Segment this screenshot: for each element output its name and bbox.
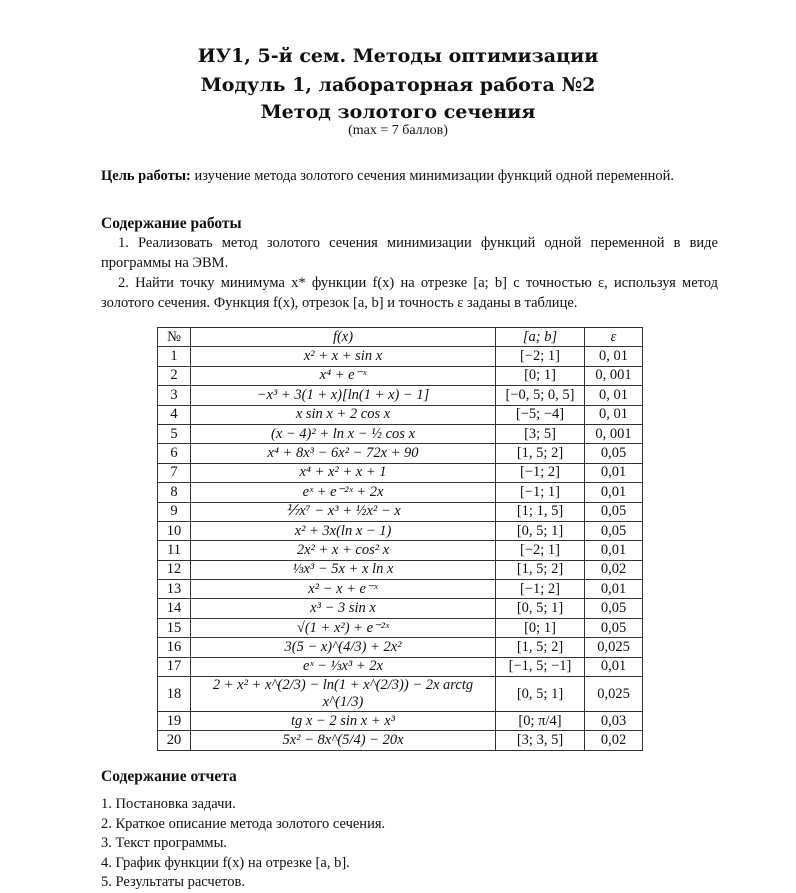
row-number: 2 [158,366,191,385]
row-function: x⁴ + 8x³ − 6x² − 72x + 90 [191,444,496,463]
row-epsilon: 0,05 [585,618,643,637]
goal-label: Цель работы: [101,168,191,184]
row-number: 19 [158,712,191,731]
row-function: eˣ + e⁻²ˣ + 2x [191,483,496,502]
row-number: 20 [158,731,191,750]
row-interval: [0, 5; 1] [496,599,585,618]
row-epsilon: 0, 001 [585,366,643,385]
row-function: x sin x + 2 cos x [191,405,496,424]
row-function: 5x² − 8x^(5/4) − 20x [191,731,496,750]
row-epsilon: 0, 01 [585,347,643,366]
row-epsilon: 0, 01 [585,405,643,424]
row-epsilon: 0,05 [585,444,643,463]
row-function: tg x − 2 sin x + x³ [191,712,496,731]
row-function: −x³ + 3(1 + x)[ln(1 + x) − 1] [191,386,496,405]
row-interval: [−5; −4] [496,405,585,424]
row-epsilon: 0,01 [585,483,643,502]
col-interval: [a; b] [496,328,585,347]
row-number: 3 [158,386,191,405]
col-function: f(x) [191,328,496,347]
row-epsilon: 0,05 [585,521,643,540]
table-row [158,541,643,560]
row-number: 11 [158,541,191,560]
row-function: x² − x + e⁻ˣ [191,580,496,599]
content-item-2: 2. Найти точку минимума x* функции f(x) на отрезке [a; b] с точностью ε, используя метод золотого сечения. Функция f(x), отрезок [a, b] и точность ε заданы в таблице. [101,275,718,311]
row-interval: [−1; 1] [496,483,585,502]
row-epsilon: 0, 001 [585,424,643,443]
table-row [158,677,643,712]
report-heading: Содержание отчета [101,768,237,785]
row-number: 14 [158,599,191,618]
table-row [158,638,643,657]
row-number: 1 [158,347,191,366]
table-row [158,521,643,540]
row-interval: [−2; 1] [496,541,585,560]
report-item: 2. Краткое описание метода золотого сечения. [101,815,386,832]
table-row [158,599,643,618]
row-number: 7 [158,463,191,482]
table-row [158,580,643,599]
goal-text: изучение метода золотого сечения минимизации функций одной переменной. [190,168,675,184]
row-function: x⁴ + e⁻ˣ [191,366,496,385]
table-row [158,502,643,521]
row-epsilon: 0,025 [585,677,643,712]
row-epsilon: 0,025 [585,638,643,657]
table-row [158,366,643,385]
row-interval: [−1; 2] [496,463,585,482]
max-score: (max = 7 баллов) [348,123,448,138]
row-number: 18 [158,677,191,712]
row-interval: [−1, 5; −1] [496,657,585,676]
table-row [158,560,643,579]
row-number: 9 [158,502,191,521]
lab-title: Модуль 1, лабораторная работа №2 [200,74,596,96]
row-interval: [0, 5; 1] [496,677,585,712]
row-function: 3(5 − x)^(4/3) + 2x² [191,638,496,657]
row-function: x³ − 3 sin x [191,599,496,618]
row-interval: [1, 5; 2] [496,560,585,579]
row-function: eˣ − ⅓x³ + 2x [191,657,496,676]
row-epsilon: 0,01 [585,541,643,560]
row-number: 8 [158,483,191,502]
row-interval: [3; 3, 5] [496,731,585,750]
row-number: 6 [158,444,191,463]
row-function: √(1 + x²) + e⁻²ˣ [191,618,496,637]
row-interval: [−0, 5; 0, 5] [496,386,585,405]
col-epsilon: ε [585,328,643,347]
goal-paragraph [101,166,718,186]
report-item: 3. Текст программы. [101,835,227,851]
row-number: 5 [158,424,191,443]
row-epsilon: 0,01 [585,657,643,676]
row-function: x⁴ + x² + x + 1 [191,463,496,482]
row-epsilon: 0,01 [585,580,643,599]
row-interval: [0; 1] [496,618,585,637]
variants-table [157,327,643,751]
row-function: x² + 3x(ln x − 1) [191,521,496,540]
row-interval: [−2; 1] [496,347,585,366]
row-number: 15 [158,618,191,637]
content-item-1: 1. Реализовать метод золотого сечения минимизации функций одной переменной в виде программы на ЭВМ. [101,235,718,271]
table-row [158,444,643,463]
row-interval: [−1; 2] [496,580,585,599]
row-function: x² + x + sin x [191,347,496,366]
course-title: ИУ1, 5-й сем. Методы оптимизации [197,45,599,67]
table-row [158,424,643,443]
row-interval: [0, 5; 1] [496,521,585,540]
row-interval: [1; 1, 5] [496,502,585,521]
table-row [158,405,643,424]
row-number: 10 [158,521,191,540]
row-number: 17 [158,657,191,676]
method-title: Метод золотого сечения [260,101,536,123]
row-function: 2 + x² + x^(2/3) − ln(1 + x^(2/3)) − 2x arctg x^(1/3) [191,677,496,712]
content-heading: Содержание работы [101,215,242,232]
row-epsilon: 0, 01 [585,386,643,405]
table-row [158,657,643,676]
table-row [158,483,643,502]
table-row [158,347,643,366]
row-number: 4 [158,405,191,424]
row-interval: [1, 5; 2] [496,444,585,463]
report-item: 4. График функции f(x) на отрезке [a, b]. [101,854,350,871]
row-number: 12 [158,560,191,579]
table-row [158,386,643,405]
table-row [158,712,643,731]
row-interval: [0; π/4] [496,712,585,731]
row-epsilon: 0,02 [585,731,643,750]
table-header-row [158,328,643,347]
row-interval: [3; 5] [496,424,585,443]
row-number: 13 [158,580,191,599]
table-row [158,731,643,750]
table-row [158,463,643,482]
report-item: 1. Постановка задачи. [101,796,236,812]
row-function: 2x² + x + cos² x [191,541,496,560]
row-function: (x − 4)² + ln x − ½ cos x [191,424,496,443]
row-epsilon: 0,01 [585,463,643,482]
row-function: ⅓x³ − 5x + x ln x [191,560,496,579]
row-epsilon: 0,05 [585,599,643,618]
col-number: № [158,328,191,347]
row-epsilon: 0,03 [585,712,643,731]
row-interval: [1, 5; 2] [496,638,585,657]
row-function: ⅐x⁷ − x³ + ½x² − x [191,502,496,521]
row-epsilon: 0,05 [585,502,643,521]
table-row [158,618,643,637]
row-epsilon: 0,02 [585,560,643,579]
report-item: 5. Результаты расчетов. [101,874,246,890]
row-number: 16 [158,638,191,657]
report-list [101,795,385,893]
row-interval: [0; 1] [496,366,585,385]
